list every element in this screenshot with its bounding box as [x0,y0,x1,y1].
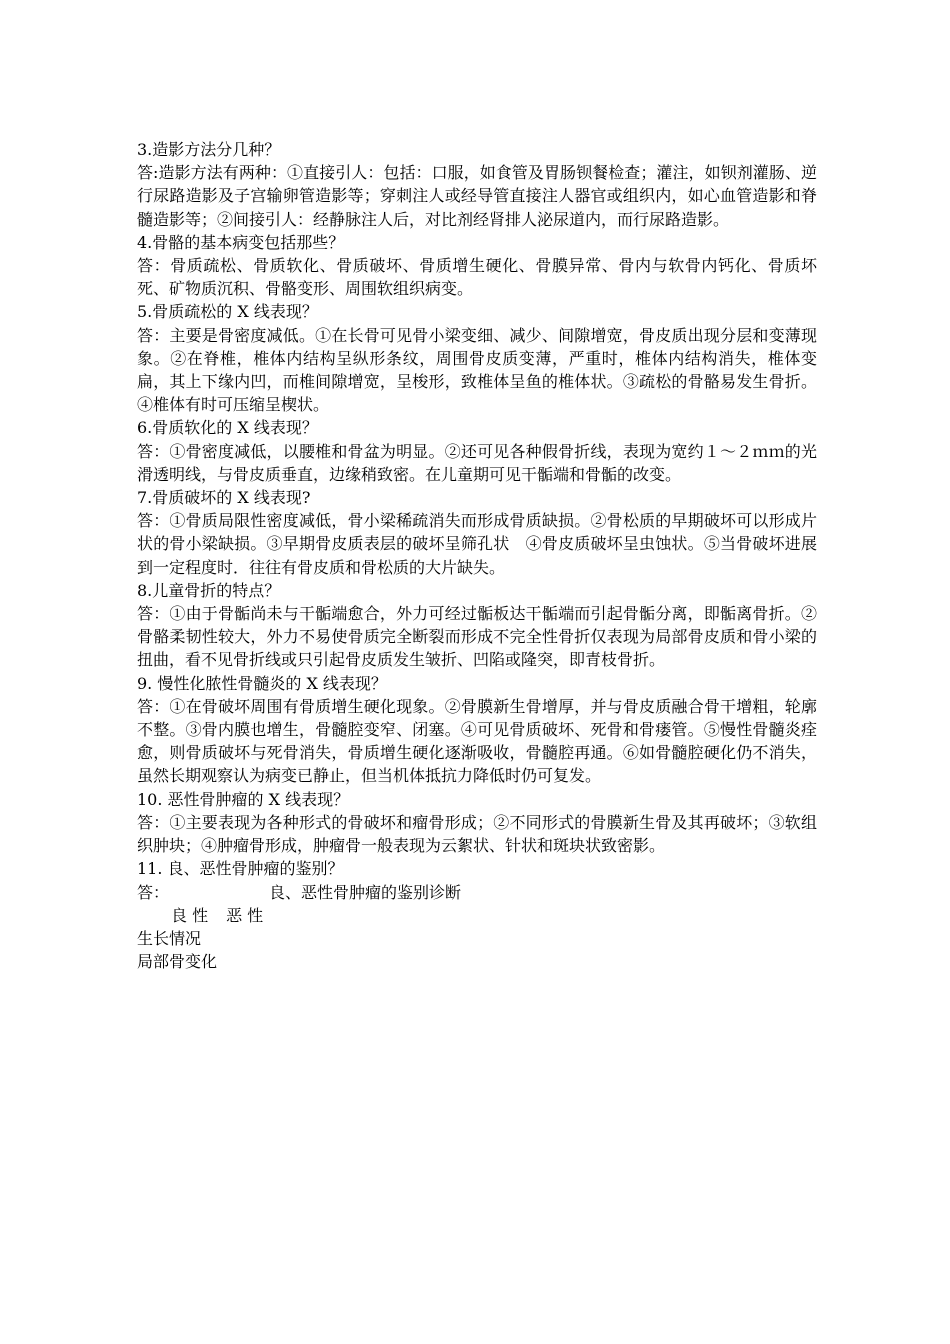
table-row-growth: 生长情况 [137,928,202,948]
document-page [137,138,817,973]
question-10: 10. 恶性骨肿瘤的 X 线表现？ [137,789,350,809]
table-title: 良、恶性骨肿瘤的鉴别诊断 [269,882,462,902]
table-row-local-bone: 局部骨变化 [137,952,218,972]
qa-item-11 [137,857,817,973]
qa-item-4 [137,231,817,301]
question-6: 6.骨质软化的 X 线表现？ [137,418,318,438]
answer-4: 答：骨质疏松、骨质软化、骨质破坏、骨质增生硬化、骨膜异常、骨内与软骨内钙化、骨质坏死、矿物质沉积、骨骼变形、周围软组织病变。 [137,256,817,299]
question-8: 8.儿童骨折的特点？ [137,580,281,600]
answer-prefix: 答： [137,882,170,902]
col-benign: 良 性 [171,905,209,925]
qa-item-10 [137,788,817,858]
qa-item-9 [137,672,817,788]
qa-item-3 [137,138,817,231]
answer-8: 答：①由于骨骺尚未与干骺端愈合，外力可经过骺板达干骺端而引起骨骺分离，即骺离骨折。②骨骼柔韧性较大，外力不易使骨质完全断裂而形成不完全性骨折仅表现为局部骨皮质和骨小梁的扭曲，看不见骨折线或只引起骨皮质发生皱折、凹陷或隆突，即青枝骨折。 [137,604,817,670]
question-5: 5.骨质疏松的 X 线表现？ [137,302,318,322]
answer-5: 答：主要是骨密度减低。①在长骨可见骨小梁变细、减少、间隙增宽，骨皮质出现分层和变薄现象。②在脊椎，椎体内结构呈纵形条纹，周围骨皮质变薄，严重时，椎体内结构消失，椎体变扁，其上下缘内凹，而椎间隙增宽，呈梭形，致椎体呈鱼的椎体状。③疏松的骨骼易发生骨折。④椎体有时可压缩呈楔状。 [137,325,817,415]
question-7: 7.骨质破坏的 X 线表现? [137,488,311,508]
question-9: 9. 慢性化脓性骨髓炎的 X 线表现？ [137,673,387,693]
table-header [137,904,817,927]
answer-10: 答：①主要表现为各种形式的骨破坏和瘤骨形成；②不同形式的骨膜新生骨及其再破坏；③软组织肿块；④肿瘤骨形成，肿瘤骨一般表现为云絮状、针状和斑块状致密影。 [137,812,817,856]
answer-6: 答：①骨密度减低，以腰椎和骨盆为明显。②还可见各种假骨折线，表现为宽约１～２ｍｍ的光滑透明线，与骨皮质垂直，边缘稍致密。在儿童期可见干骺端和骨骺的改变。 [137,441,817,484]
col-malignant: 恶 性 [226,905,264,925]
qa-item-6 [137,416,817,486]
table-title-line [137,881,817,904]
qa-item-8 [137,579,817,672]
question-4: 4.骨骼的基本病变包括那些？ [137,232,345,252]
qa-item-5 [137,300,817,416]
answer-9: 答：①在骨破坏周围有骨质增生硬化现象。②骨膜新生骨增厚，并与骨皮质融合骨干增粗，轮廓不整。③骨内膜也增生，骨髓腔变窄、闭塞。④可见骨质破坏、死骨和骨瘘管。⑤慢性骨髓炎痊愈，则骨质破坏与死骨消失，骨质增生硬化逐渐吸收，骨髓腔再通。⑥如骨髓腔硬化仍不消失，虽然长期观察认为病变已静止，但当机体抵抗力降低时仍可复发。 [137,696,817,786]
question-11: 11. 良、恶性骨肿瘤的鉴别？ [137,859,344,879]
answer-3: 答:造影方法有两种：①直接引人：包括：口服，如食管及胃肠钡餐检查；灌注，如钡剂灌肠、逆行尿路造影及子宫输卵管造影等；穿刺注人或经导管直接注人器官或组织内，如心血管造影和脊髓造影等；②间接引人：经静脉注人后，对比剂经肾排人泌尿道内，而行尿路造影。 [137,163,817,229]
answer-7: 答：①骨质局限性密度减低，骨小梁稀疏消失而形成骨质缺损。②骨松质的早期破坏可以形成片状的骨小梁缺损。③早期骨皮质表层的破坏呈筛孔状 ④骨皮质破坏呈虫蚀状。⑤当骨破坏进展到一定程度时．往往有骨皮质和骨松质的大片缺失。 [137,511,817,577]
qa-item-7 [137,486,817,579]
question-3: 3.造影方法分几种？ [137,140,281,159]
